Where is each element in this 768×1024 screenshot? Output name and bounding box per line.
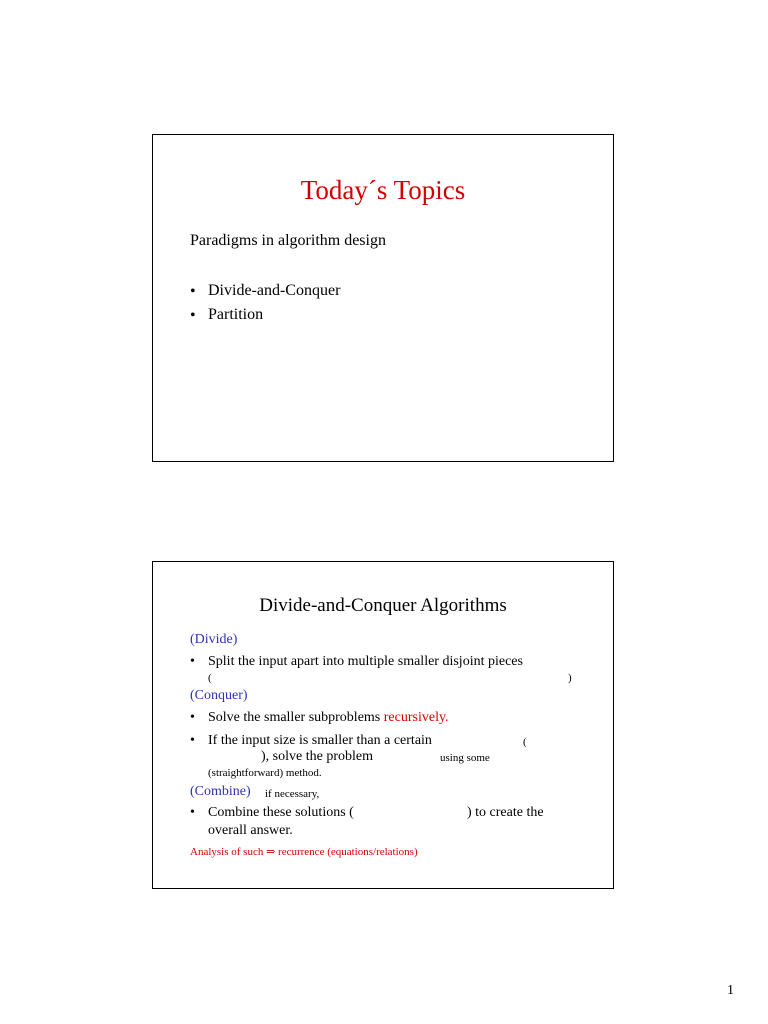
- divide-bullet: Split the input apart into multiple smaller disjoint pieces: [208, 654, 523, 669]
- paren-open: (: [208, 672, 212, 684]
- slide-title: Divide-and-Conquer Algorithms: [259, 595, 507, 616]
- slide-title: Today´s Topics: [300, 175, 466, 205]
- bullet-icon: •: [190, 307, 196, 324]
- slide-divide-and-conquer: [152, 561, 614, 889]
- conquer-label: (Conquer): [190, 688, 248, 703]
- bullet-icon: •: [190, 710, 195, 725]
- bullet-icon: •: [190, 805, 195, 820]
- combine-bullet-suffix: ) to create the: [467, 805, 544, 820]
- conquer-bullet-2-line-1: If the input size is smaller than a certain: [208, 733, 432, 748]
- bullet-icon: •: [190, 733, 195, 748]
- conquer-bullet-2-line-3: (straightforward) method.: [208, 767, 322, 779]
- slide-todays-topics: [152, 134, 614, 462]
- paren-open: (: [523, 736, 527, 748]
- divide-label: (Divide): [190, 632, 238, 647]
- bullet-item: Partition: [208, 306, 264, 323]
- analysis-note: Analysis of such ⇒ recurrence (equations/relations): [190, 846, 418, 858]
- conquer-bullet-1: Solve the smaller subproblems recursively.: [208, 710, 449, 725]
- slide-intro-text: Paradigms in algorithm design: [190, 232, 386, 249]
- bullet-item: Divide-and-Conquer: [208, 282, 341, 299]
- bullet-icon: •: [190, 654, 195, 669]
- page-number: 1: [727, 983, 734, 998]
- implies-arrow-icon: ⇒: [266, 846, 276, 858]
- conquer-bullet-2-line-2: ), solve the problem: [261, 749, 373, 764]
- using-some-text: using some: [440, 752, 490, 764]
- recursively-text: recursively.: [383, 710, 449, 725]
- paren-close: ): [568, 672, 572, 684]
- combine-note: if necessary,: [265, 788, 320, 800]
- combine-label: (Combine): [190, 784, 251, 799]
- bullet-icon: •: [190, 283, 196, 300]
- combine-bullet-line-2: overall answer.: [208, 823, 293, 838]
- combine-bullet-prefix: Combine these solutions (: [208, 805, 354, 820]
